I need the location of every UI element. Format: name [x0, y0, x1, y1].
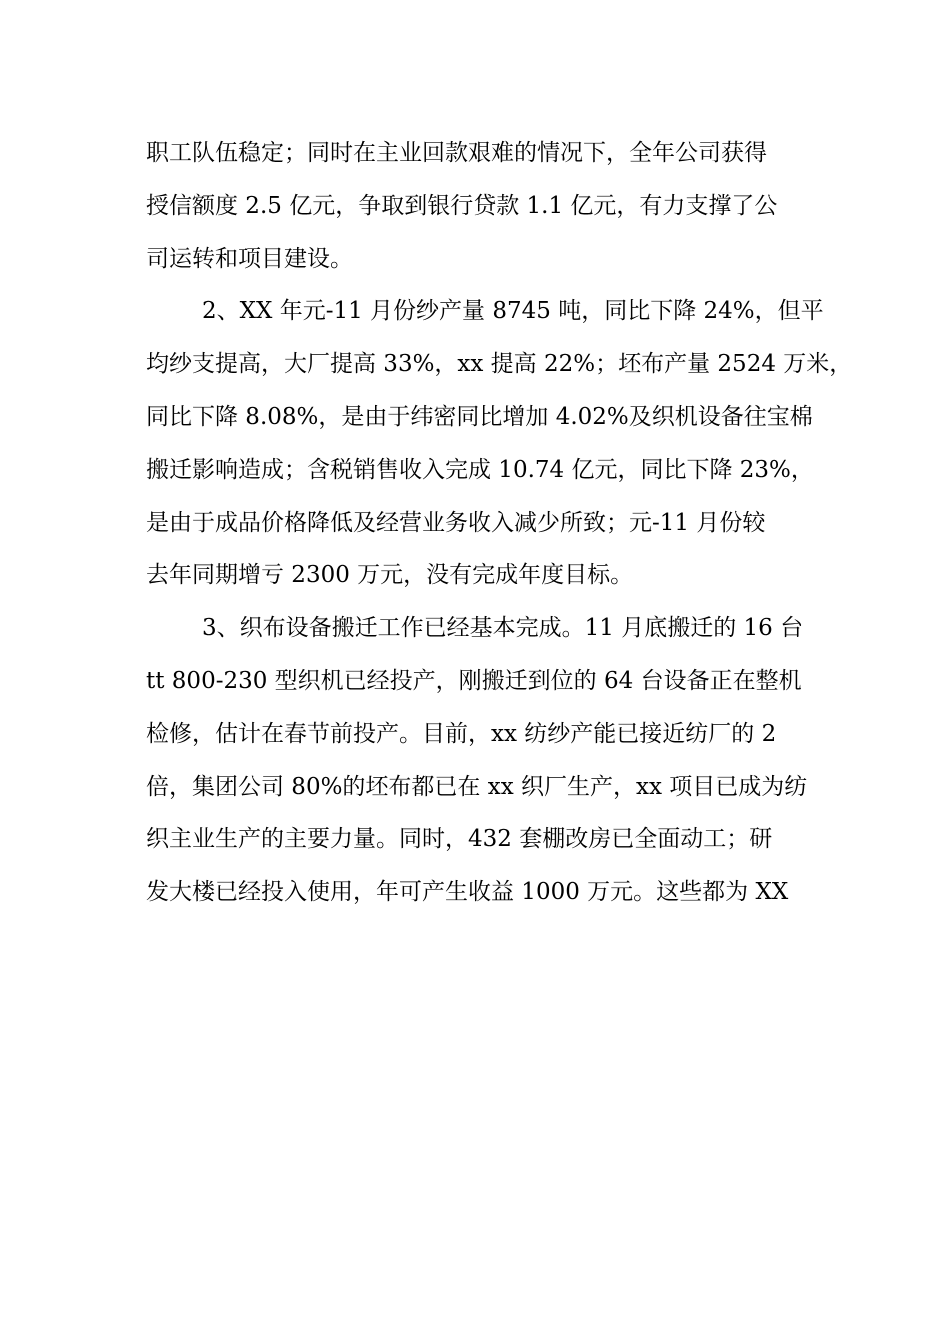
- text-line: 均纱支提高，大厂提高 33%，xx 提高 22%；坯布产量 2524 万米，: [146, 351, 853, 378]
- text-line: 职工队伍稳定；同时在主业回款艰难的情况下，全年公司获得: [146, 140, 767, 166]
- body-text: [146, 131, 853, 923]
- text-line: 司运转和项目建设。: [146, 245, 353, 272]
- text-line: 倍，集团公司 80%的坯布都已在 xx 织厂生产，xx 项目已成为纺: [146, 773, 808, 800]
- text-line: 搬迁影响造成；含税销售收入完成 10.74 亿元，同比下降 23%，: [146, 456, 814, 483]
- text-line: 检修，估计在春节前投产。目前，xx 纺纱产能已接近纺厂的 2: [146, 720, 777, 747]
- text-line: 是由于成品价格降低及经营业务收入减少所致；元-11 月份较: [146, 509, 766, 536]
- text-line: 去年同期增亏 2300 万元，没有完成年度目标。: [146, 562, 634, 589]
- text-line: 授信额度 2.5 亿元，争取到银行贷款 1.1 亿元，有力支撑了公: [146, 192, 778, 219]
- text-line: tt 800-230 型织机已经投产，刚搬迁到位的 64 台设备正在整机: [146, 667, 802, 694]
- paragraph-2-start: 2、XX 年元-11 月份纱产量 8745 吨，同比下降 24%，但平: [202, 298, 824, 325]
- text-line: 同比下降 8.08%，是由于纬密同比增加 4.02%及织机设备往宝棉: [146, 403, 813, 430]
- text-line: 织主业生产的主要力量。同时，432 套棚改房已全面动工；研: [146, 826, 773, 853]
- text-line: 发大楼已经投入使用，年可产生收益 1000 万元。这些都为 XX: [146, 879, 789, 906]
- paragraph-3-start: 3、织布设备搬迁工作已经基本完成。11 月底搬迁的 16 台: [202, 615, 804, 642]
